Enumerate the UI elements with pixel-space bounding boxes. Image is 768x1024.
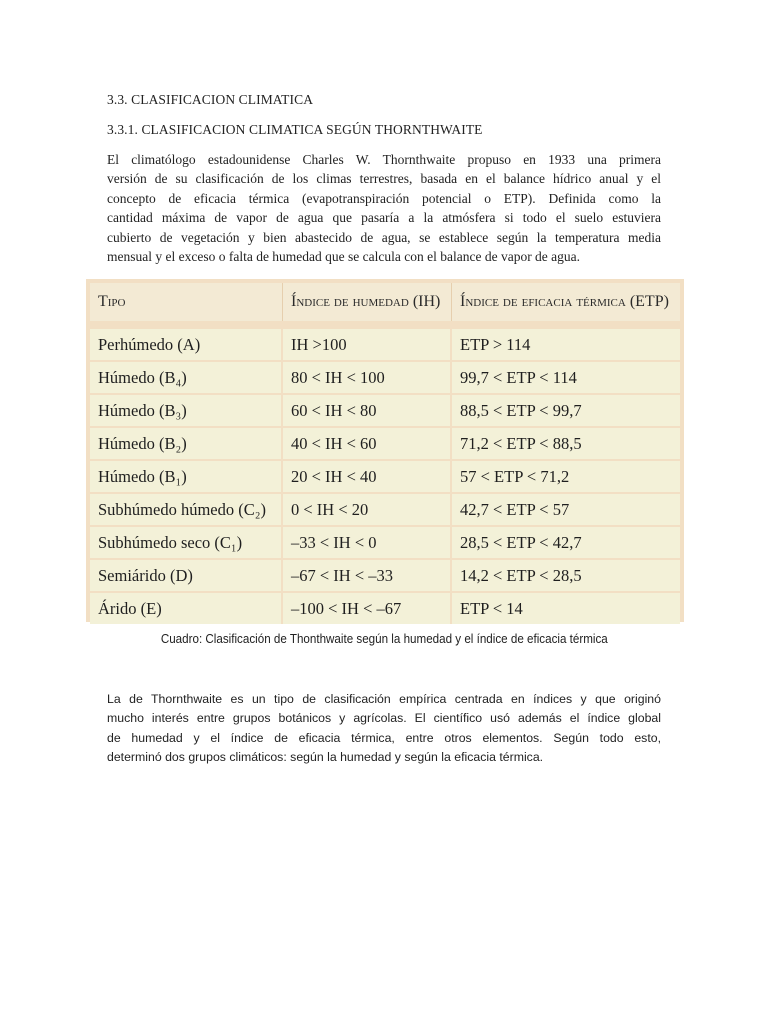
cell-etp: 88,5 < ETP < 99,7 [460, 400, 582, 420]
cell-ih: 80 < IH < 100 [283, 362, 452, 393]
header-indice-eficacia: Índice de eficacia térmica (ETP) [460, 293, 669, 310]
caption-text: Cuadro: Clasificación de Thonthwaite según la humedad y el índice de eficacia térmica [160, 632, 608, 646]
cell-tipo: Húmedo (B₁) [90, 461, 283, 492]
paragraph-line: mensual y el exceso o falta de humedad que se calcula con el balance de vapor de agua. [107, 249, 581, 265]
table-row [90, 527, 680, 560]
cell-tipo: Húmedo (B₄) [90, 362, 283, 393]
cell-ih: 60 < IH < 80 [283, 395, 452, 426]
table-row [90, 395, 680, 428]
table-body [90, 329, 680, 624]
paragraph-line: cubierto de vegetación y bien abastecido de agua, se establece según la temperatura media [107, 229, 661, 245]
cell-tipo: Perhúmedo (A) [90, 329, 283, 360]
intro-paragraph [107, 150, 661, 266]
paragraph-line: mucho interés entre grupos botánicos y agrícolas. El científico usó además el índice global [107, 711, 661, 726]
cell-etp: ETP < 14 [460, 598, 523, 618]
cell-etp: 57 < ETP < 71,2 [460, 466, 570, 486]
table-row [90, 362, 680, 395]
cell-tipo: Semiárido (D) [90, 560, 283, 591]
cell-ih: –100 < IH < –67 [283, 593, 452, 624]
paragraph-line: determinó dos grupos climáticos: según la humedad y según la eficacia térmica. [107, 750, 544, 765]
cell-etp: 71,2 < ETP < 88,5 [460, 433, 582, 453]
cell-etp: 28,5 < ETP < 42,7 [460, 532, 582, 552]
cell-ih: 0 < IH < 20 [283, 494, 452, 525]
paragraph-line: La de Thornthwaite es un tipo de clasificación empírica centrada en índices y que originó [107, 692, 661, 706]
closing-paragraph [107, 690, 661, 768]
cell-tipo: Húmedo (B₃) [90, 395, 283, 426]
cell-etp: 42,7 < ETP < 57 [460, 499, 570, 519]
table-row [90, 329, 680, 362]
paragraph-line: cantidad máxima de vapor de agua que pasaría a la atmósfera si todo el suelo estuviera [107, 210, 661, 226]
cell-ih: –67 < IH < –33 [283, 560, 452, 591]
table-row [90, 494, 680, 527]
paragraph-line: El climatólogo estadounidense Charles W. Thornthwaite propuso en 1933 una primera [107, 152, 661, 167]
cell-etp: 99,7 < ETP < 114 [460, 367, 577, 387]
subsection-heading: 3.3.1. CLASIFICACION CLIMATICA SEGÚN THORNTHWAITE [107, 122, 483, 137]
cell-ih: –33 < IH < 0 [283, 527, 452, 558]
table-row [90, 560, 680, 593]
table-header [90, 283, 680, 321]
cell-ih: IH >100 [283, 329, 452, 360]
cell-tipo: Subhúmedo seco (C₁) [90, 527, 283, 558]
cell-ih: 40 < IH < 60 [283, 428, 452, 459]
paragraph-line: concepto de eficacia térmica (evapotranspiración potencial o ETP). Definida como la [107, 190, 661, 206]
table-row [90, 461, 680, 494]
table-row [90, 593, 680, 624]
table-row [90, 428, 680, 461]
cell-tipo: Árido (E) [90, 593, 283, 624]
cell-tipo: Húmedo (B₂) [90, 428, 283, 459]
cell-etp: ETP > 114 [460, 334, 531, 354]
paragraph-line: de humedad y el índice de eficacia térmica, entre otros elementos. Según todo esto, [107, 730, 661, 745]
cell-tipo: Subhúmedo húmedo (C₂) [90, 494, 283, 525]
section-heading: 3.3. CLASIFICACION CLIMATICA [107, 92, 314, 107]
cell-ih: 20 < IH < 40 [283, 461, 452, 492]
header-indice-humedad: Índice de humedad (IH) [283, 283, 452, 321]
cell-etp: 14,2 < ETP < 28,5 [460, 565, 582, 585]
header-tipo: Tipo [90, 283, 283, 321]
paragraph-line: versión de su clasificación de los climas terrestres, basada en el balance hídrico anual y el [107, 171, 661, 187]
climate-classification-table [86, 279, 684, 622]
table-caption [0, 632, 768, 646]
